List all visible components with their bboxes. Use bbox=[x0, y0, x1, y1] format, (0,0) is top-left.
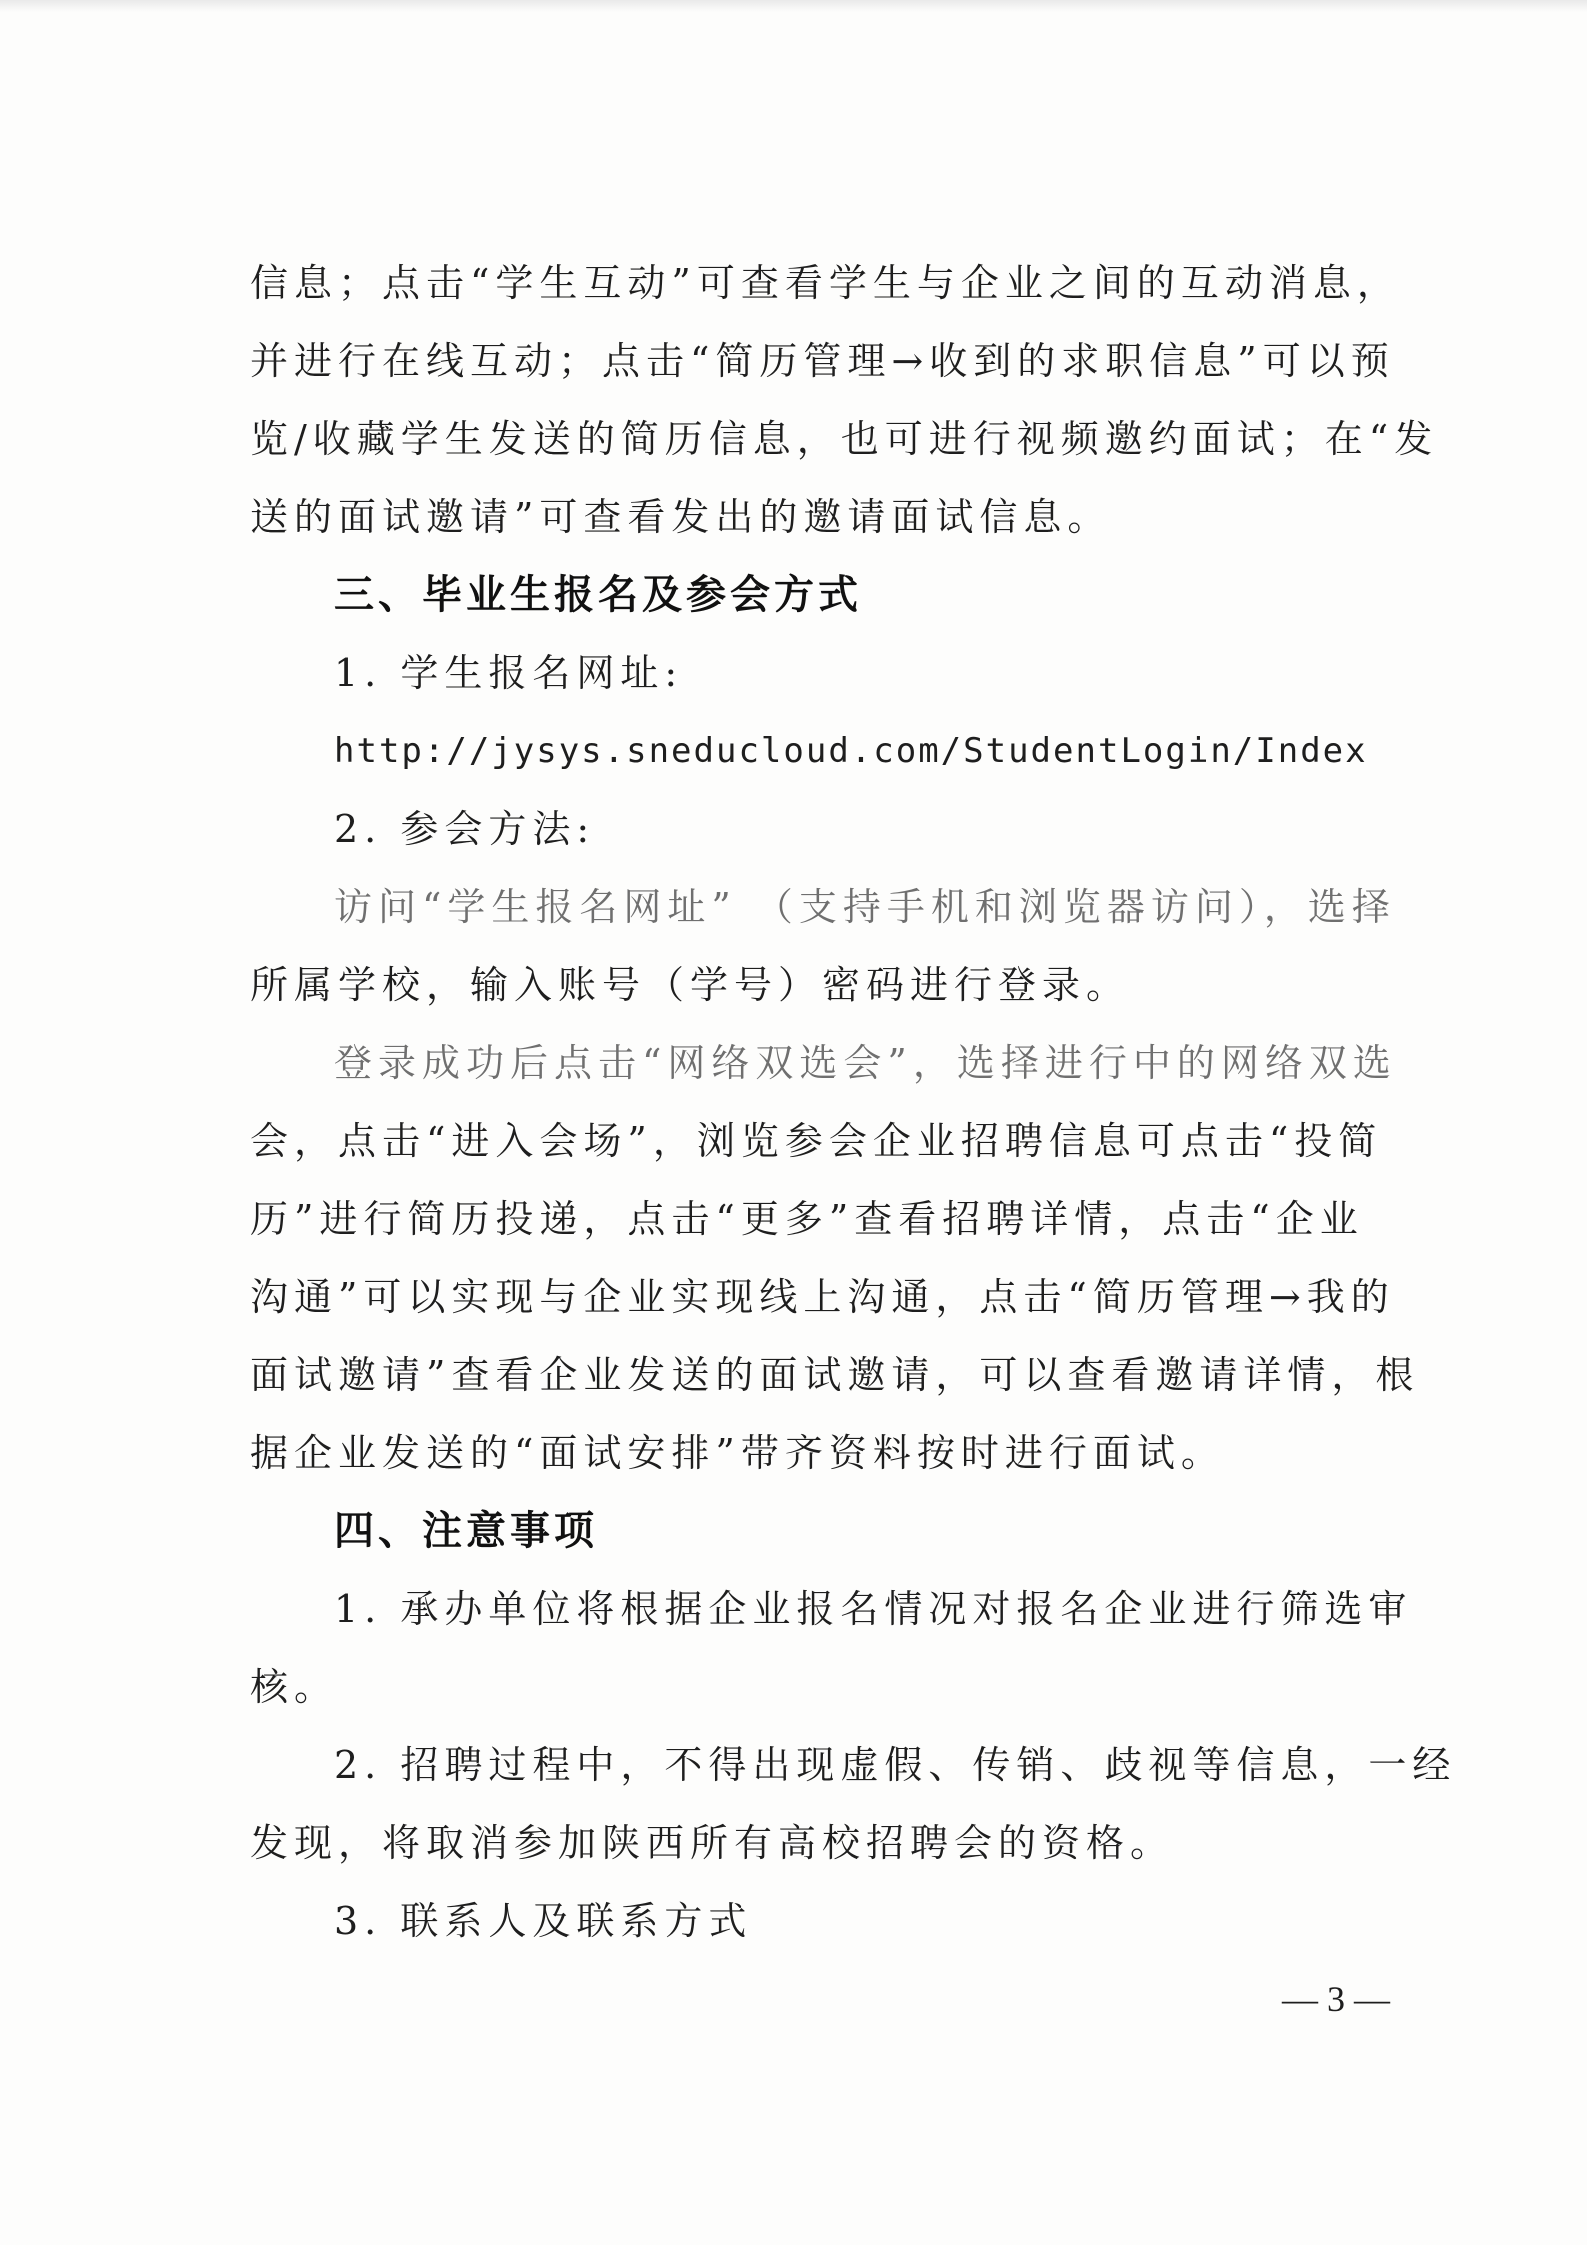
method-line-5: 历”进行简历投递，点击“更多”查看招聘详情，点击“企业 bbox=[250, 1197, 1364, 1241]
notice-item-1-continuation: 核。 bbox=[250, 1665, 339, 1709]
notice-item-2: 2. 招聘过程中，不得出现虚假、传销、歧视等信息，一经 bbox=[334, 1743, 1457, 1787]
participation-method-label: 2. 参会方法: bbox=[334, 807, 596, 851]
method-line-2: 所属学校，输入账号（学号）密码进行登录。 bbox=[250, 963, 1131, 1007]
section-heading-3: 三、毕业生报名及参会方式 bbox=[334, 571, 862, 618]
section-heading-4: 四、注意事项 bbox=[334, 1507, 598, 1554]
paragraph-line-1: 信息；点击“学生互动”可查看学生与企业之间的互动消息， bbox=[250, 261, 1401, 305]
scan-edge bbox=[0, 0, 1587, 12]
registration-url[interactable]: http://jysys.sneducloud.com/StudentLogin/Index bbox=[334, 731, 1368, 771]
paragraph-line-3: 览/收藏学生发送的简历信息，也可进行视频邀约面试；在“发 bbox=[250, 417, 1439, 461]
paragraph-line-4: 送的面试邀请”可查看发出的邀请面试信息。 bbox=[250, 495, 1112, 539]
method-line-3: 登录成功后点击“网络双选会”，选择进行中的网络双选 bbox=[334, 1041, 1397, 1085]
notice-item-2-continuation: 发现，将取消参加陕西所有高校招聘会的资格。 bbox=[250, 1821, 1175, 1865]
paragraph-line-2: 并进行在线互动；点击“简历管理→收到的求职信息”可以预 bbox=[250, 339, 1395, 383]
notice-item-1: 1. 承办单位将根据企业报名情况对报名企业进行筛选审 bbox=[334, 1587, 1413, 1631]
method-line-7: 面试邀请”查看企业发送的面试邀请，可以查看邀请详情，根 bbox=[250, 1353, 1420, 1397]
method-line-8: 据企业发送的“面试安排”带齐资料按时进行面试。 bbox=[250, 1431, 1225, 1475]
registration-url-label: 1. 学生报名网址: bbox=[334, 651, 684, 695]
method-line-4: 会，点击“进入会场”，浏览参会企业招聘信息可点击“投简 bbox=[250, 1119, 1383, 1163]
page-number: — 3 — bbox=[1282, 1979, 1390, 2019]
notice-item-3: 3. 联系人及联系方式 bbox=[334, 1899, 753, 1943]
method-line-6: 沟通”可以实现与企业实现线上沟通，点击“简历管理→我的 bbox=[250, 1275, 1395, 1319]
method-line-1: 访问“学生报名网址” （支持手机和浏览器访问），选择 bbox=[334, 885, 1396, 929]
